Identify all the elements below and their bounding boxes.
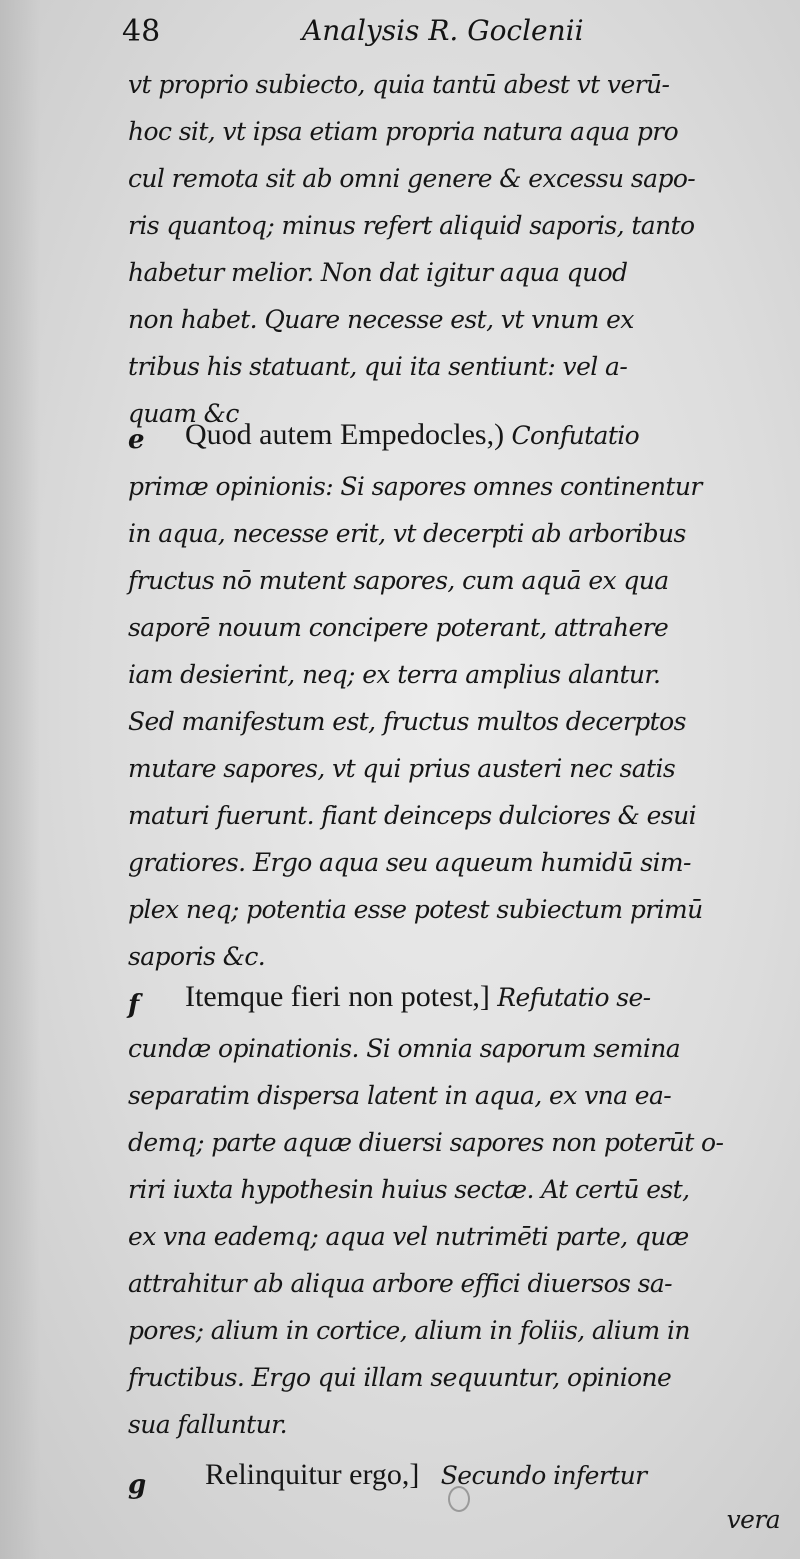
running-head: Analysis R. Goclenii bbox=[302, 14, 584, 47]
text-line: hoc sit, vt ipsa etiam propria natura aqua pro bbox=[128, 117, 679, 146]
section-marker-g: g bbox=[128, 1470, 147, 1500]
text-line: pores; alium in cortice, alium in foliis, alium in bbox=[128, 1316, 690, 1345]
text-line: in aqua, necesse erit, vt decerpti ab arboribus bbox=[128, 519, 686, 548]
commentary-heading: Refutatio se- bbox=[497, 983, 651, 1012]
lemma-line bbox=[205, 1458, 647, 1492]
text-line: ex vna eademq; aqua vel nutrimēti parte, quæ bbox=[128, 1222, 689, 1251]
text-line: non habet. Quare necesse est, vt vnum ex bbox=[128, 305, 634, 334]
text-line: maturi fuerunt. fiant deinceps dulciores & esui bbox=[128, 801, 697, 830]
commentary-heading: Secundo infertur bbox=[440, 1461, 647, 1490]
text-line: saporis &c. bbox=[128, 942, 266, 971]
text-line: iam desierint, neq; ex terra amplius alantur. bbox=[128, 660, 661, 689]
page-header bbox=[122, 12, 682, 60]
page-number: 48 bbox=[122, 14, 161, 49]
text-line: cul remota sit ab omni genere & excessu sapo- bbox=[128, 164, 696, 193]
text-line: plex neq; potentia esse potest subiectum primū bbox=[128, 895, 703, 924]
lemma-line bbox=[185, 980, 651, 1014]
text-line: Sed manifestum est, fructus multos decerptos bbox=[128, 707, 686, 736]
section-marker-f: f bbox=[128, 990, 140, 1020]
text-line: riri iuxta hypothesin huius sectæ. At certū est, bbox=[128, 1175, 690, 1204]
commentary-heading: Confutatio bbox=[511, 421, 640, 450]
text-line: attrahitur ab aliqua arbore effici diuersos sa- bbox=[128, 1269, 673, 1298]
text-line: fructus nō mutent sapores, cum aquā ex qua bbox=[128, 566, 669, 595]
section-marker-e: e bbox=[128, 425, 145, 455]
text-line: quam &c bbox=[128, 399, 239, 428]
text-line: separatim dispersa latent in aqua, ex vna ea- bbox=[128, 1081, 672, 1110]
lemma-text: Itemque fieri non potest,] bbox=[185, 980, 490, 1013]
text-line: ris quantoq; minus refert aliquid saporis, tanto bbox=[128, 211, 695, 240]
text-line: vt proprio subiecto, quia tantū abest vt verū- bbox=[128, 70, 670, 99]
text-line: sua falluntur. bbox=[128, 1410, 288, 1439]
lemma-text: Quod autem Empedocles,) bbox=[185, 418, 505, 451]
text-line: cundæ opinationis. Si omnia saporum semina bbox=[128, 1034, 681, 1063]
paper-flaw-ornament bbox=[448, 1486, 470, 1512]
page-gutter-shadow bbox=[0, 0, 40, 1559]
text-line: gratiores. Ergo aqua seu aqueum humidū sim- bbox=[128, 848, 691, 877]
text-line: habetur melior. Non dat igitur aqua quod bbox=[128, 258, 628, 287]
text-line: mutare sapores, vt qui prius austeri nec satis bbox=[128, 754, 676, 783]
text-line: fructibus. Ergo qui illam sequuntur, opinione bbox=[128, 1363, 672, 1392]
text-line: saporē nouum concipere poterant, attrahere bbox=[128, 613, 669, 642]
text-line: tribus his statuant, qui ita sentiunt: vel a- bbox=[128, 352, 628, 381]
text-line: primæ opinionis: Si sapores omnes continentur bbox=[128, 472, 702, 501]
catchword: vera bbox=[726, 1505, 780, 1534]
lemma-line bbox=[185, 418, 639, 452]
lemma-text: Relinquitur ergo,] bbox=[205, 1458, 420, 1491]
text-line: demq; parte aquæ diuersi sapores non poterūt o- bbox=[128, 1128, 724, 1157]
